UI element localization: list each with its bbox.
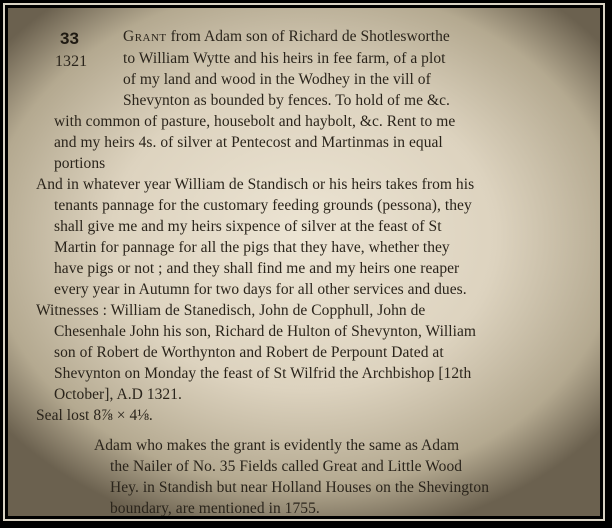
entry-line: Shevynton on Monday the feast of St Wilfrid the Archbishop [12th	[54, 365, 472, 382]
image-frame	[3, 3, 605, 521]
entry-line: to William Wytte and his heirs in fee farm, of a plot	[123, 50, 446, 67]
entry-line: October], A.D 1321.	[54, 386, 182, 403]
entry-line: of my land and wood in the Wodhey in the vill of	[123, 71, 431, 88]
witnesses-line: Witnesses : William de Stanedisch, John de Copphull, John de	[36, 302, 426, 319]
entry-line: and my heirs 4s. of silver at Pentecost and Martinmas in equal	[54, 134, 443, 151]
note-line: Hey. in Standish but near Holland Houses on the Shevington	[110, 479, 490, 496]
entry-line: Chesenhale John his son, Richard de Hulton of Shevynton, William	[54, 323, 477, 340]
entry-number: 33	[60, 29, 79, 48]
entry-year: 1321	[55, 53, 88, 70]
entry-line: Shevynton as bounded by fences. To hold of me &c.	[123, 92, 450, 109]
document-page	[8, 8, 600, 516]
entry-line: with common of pasture, housebolt and haybolt, &c. Rent to me	[54, 113, 456, 130]
entry-line: every year in Autumn for two days for all other services and dues.	[54, 281, 467, 298]
entry-line: Grant from Adam son of Richard de Shotlesworthe	[123, 28, 450, 45]
entry-line: Martin for pannage for all the pigs that they have, whether they	[54, 239, 450, 256]
entry-line: And in whatever year William de Standisch or his heirs takes from his	[36, 176, 475, 193]
entry-line: tenants pannage for the customary feeding grounds (pessona), they	[54, 197, 472, 214]
grant-word: Grant	[123, 28, 167, 45]
entry-line: have pigs or not ; and they shall find me and my heirs one reaper	[54, 260, 460, 277]
note-line: Adam who makes the grant is evidently the same as Adam	[94, 437, 460, 454]
note-line: the Nailer of No. 35 Fields called Great and Little Wood	[110, 458, 463, 475]
entry-line: son of Robert de Worthynton and Robert de Perpount Dated at	[54, 344, 444, 361]
seal-line: Seal lost 8⅞ × 4⅛.	[36, 407, 153, 424]
note-line: boundary, are mentioned in 1755.	[110, 500, 320, 516]
entry-line: portions	[54, 155, 106, 172]
entry-line: shall give me and my heirs sixpence of silver at the feast of St	[54, 218, 442, 235]
